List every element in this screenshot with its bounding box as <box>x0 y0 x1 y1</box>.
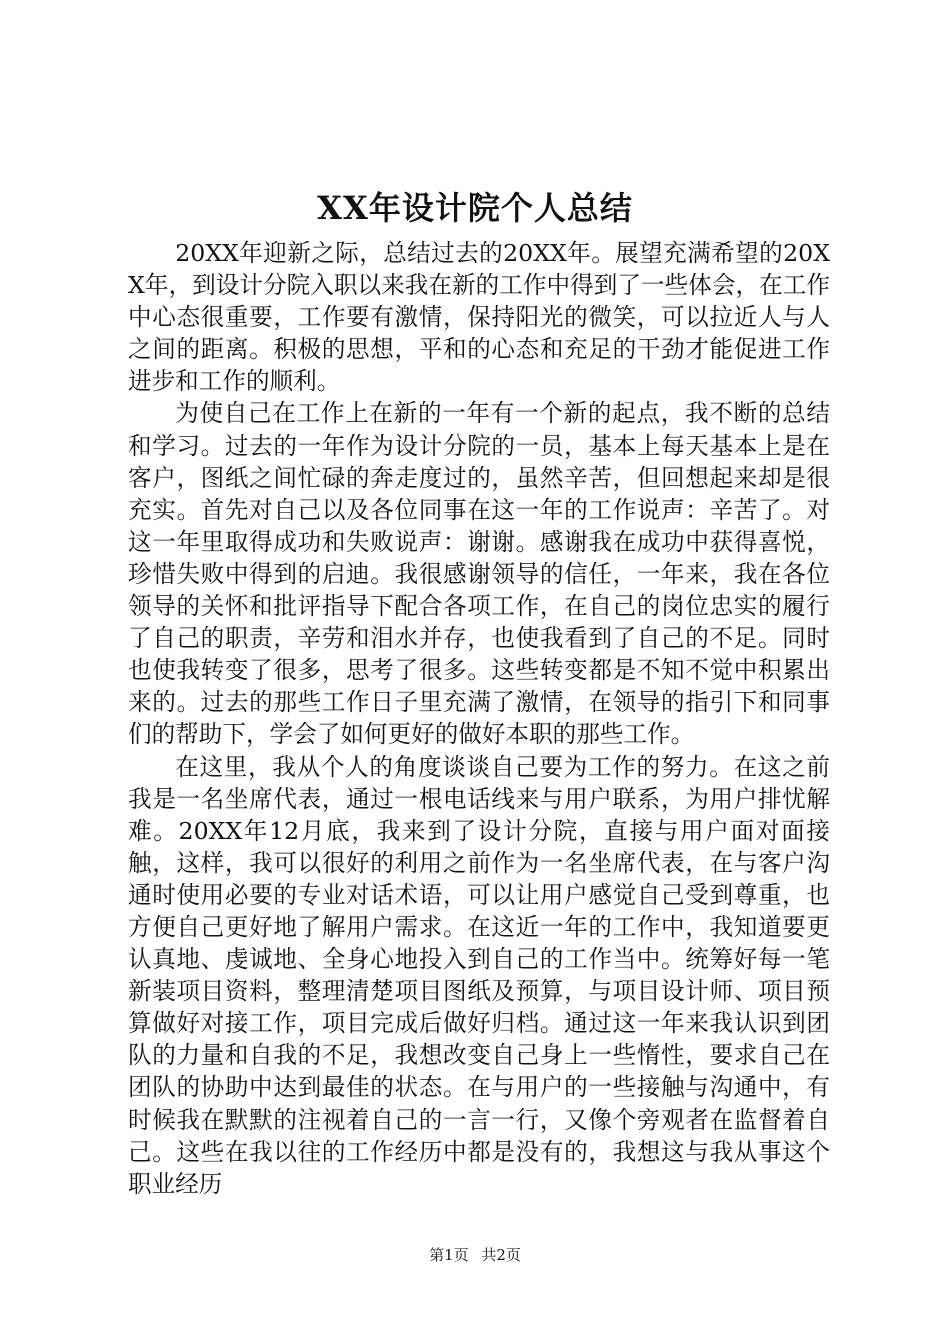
paragraph-3: 在这里，我从个人的角度谈谈自己要为工作的努力。在这之前我是一名坐席代表，通过一根电话线来与用户联系，为用户排忧解难。20XX年12月底，我来到了设计分院，直接与用户面对面接触，这样，我可以很好的利用之前作为一名坐席代表，在与客户沟通时使用必要的专业对话术语，可以让用户感觉自己受到尊重，也方便自己更好地了解用户需求。在这近一年的工作中，我知道要更认真地、虔诚地、全身心地投入到自己的工作当中。统筹好每一笔新装项目资料，整理清楚项目图纸及预算，与项目设计师、项目预算做好对接工作，项目完成后做好归档。通过这一年来我认识到团队的力量和自我的不足，我想改变自己身上一些惰性，要求自己在团队的协助中达到最佳的状态。在与用户的一些接触与沟通中，有时候我在默默的注视着自己的一言一行，又像个旁观者在监督着自己。这些在我以往的工作经历中都是没有的，我想这与我从事这个职业经历 <box>128 752 830 1198</box>
page-number-total: 共2页 <box>481 1246 521 1264</box>
page-title: XX年设计院个人总结 <box>317 189 633 227</box>
document-body <box>128 237 830 1200</box>
page-number-current: 第1页 <box>429 1246 469 1264</box>
paragraph-1: 20XX年迎新之际，总结过去的20XX年。展望充满希望的20XX年，到设计分院入职以来我在新的工作中得到了一些体会，在工作中心态很重要，工作要有激情，保持阳光的微笑，可以拉近人与人之间的距离。积极的思想，平和的心态和充足的干劲才能促进工作进步和工作的顺利。 <box>128 239 830 396</box>
page-footer <box>0 1244 950 1266</box>
paragraph-2: 为使自己在工作上在新的一年有一个新的起点，我不断的总结和学习。过去的一年作为设计分院的一员，基本上每天基本上是在客户，图纸之间忙碌的奔走度过的，虽然辛苦，但回想起来却是很充实。首先对自己以及各位同事在这一年的工作说声：辛苦了。对这一年里取得成功和失败说声：谢谢。感谢我在成功中获得喜悦，珍惜失败中得到的启迪。我很感谢领导的信任，一年来，我在各位领导的关怀和批评指导下配合各项工作，在自己的岗位忠实的履行了自己的职责，辛劳和泪水并存，也使我看到了自己的不足。同时也使我转变了很多，思考了很多。这些转变都是不知不觉中积累出来的。过去的那些工作日子里充满了激情，在领导的指引下和同事们的帮助下，学会了如何更好的做好本职的那些工作。 <box>128 399 830 749</box>
